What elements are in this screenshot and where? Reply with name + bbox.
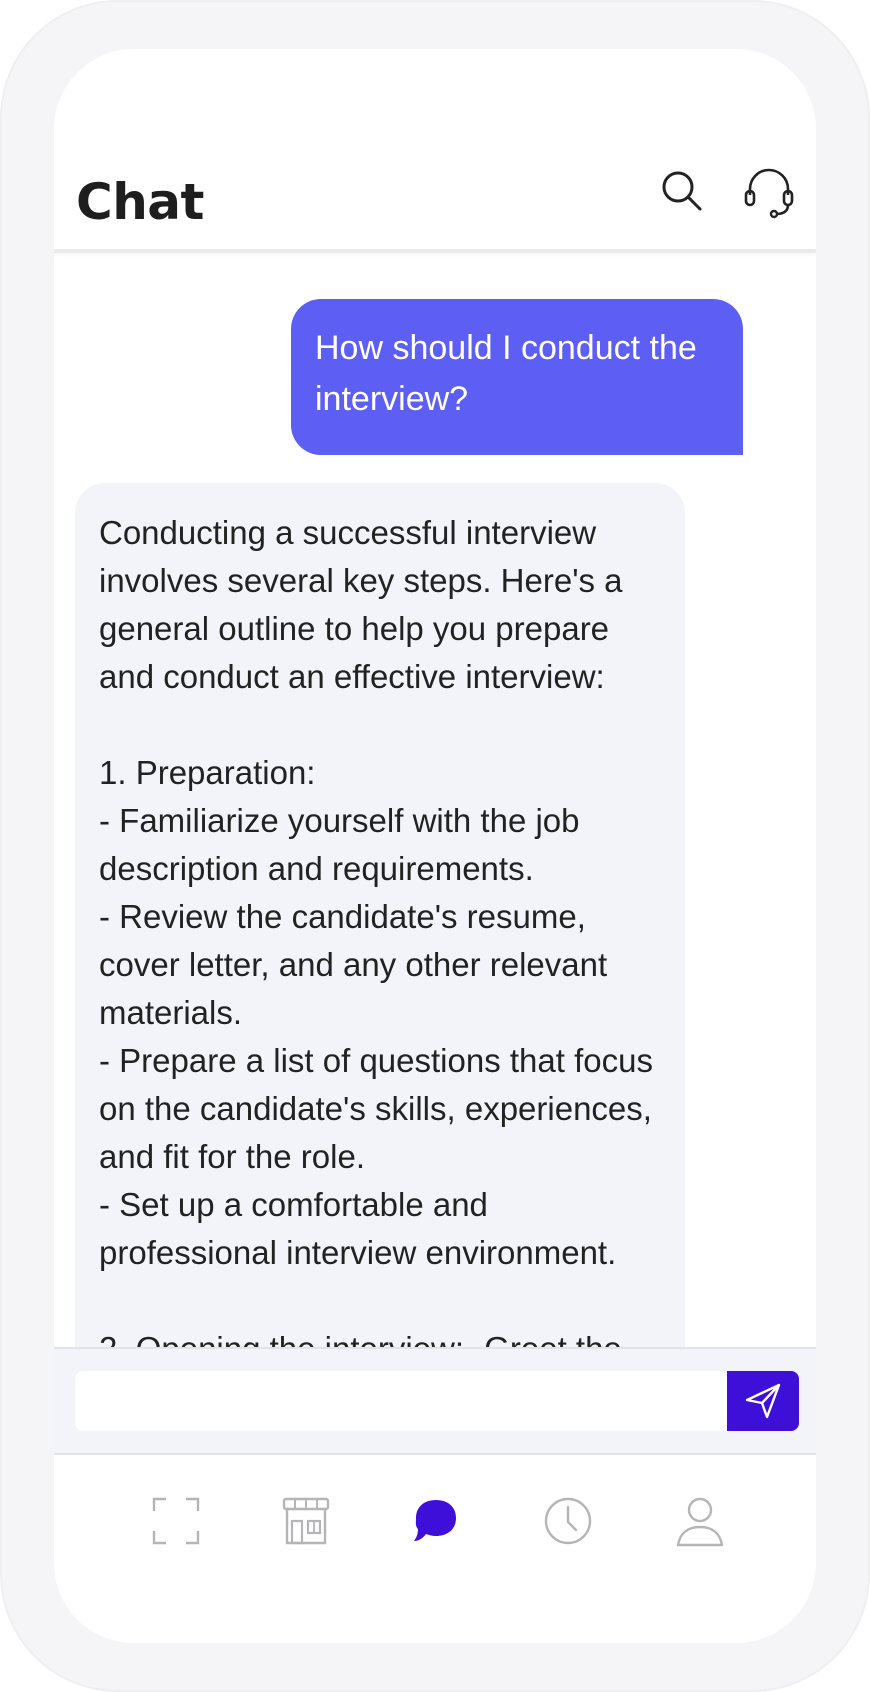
send-button[interactable] — [727, 1371, 799, 1431]
bottom-navigation — [54, 1455, 816, 1643]
store-icon[interactable] — [280, 1495, 332, 1547]
message-list[interactable] — [54, 253, 816, 1399]
headset-icon[interactable] — [742, 165, 796, 219]
clock-icon[interactable] — [542, 1495, 594, 1547]
page-title: Chat — [76, 173, 204, 231]
user-message: How should I conduct the interview? — [291, 299, 743, 455]
send-icon — [743, 1381, 783, 1421]
chat-bubble-icon[interactable] — [410, 1495, 462, 1547]
search-icon[interactable] — [658, 167, 708, 217]
message-composer — [54, 1347, 816, 1455]
profile-icon[interactable] — [674, 1495, 726, 1547]
message-input[interactable] — [75, 1371, 729, 1431]
app-screen — [54, 49, 816, 1643]
assistant-message: Conducting a successful interview involves several key steps. Here's a general outline to help you prepare and conduct an effective interview: 1. Preparation: - Familiarize yourself with the job description and requirements. - Review the candidate's resume, cover letter, and any other relevant materials. - Prepare a list of questions that focus on the candidate's skills, experiences, and fit for the role. - Set up a comfortable and professional interview environment. — [75, 483, 685, 1399]
scan-icon[interactable] — [150, 1495, 202, 1547]
header-bar — [54, 49, 816, 253]
